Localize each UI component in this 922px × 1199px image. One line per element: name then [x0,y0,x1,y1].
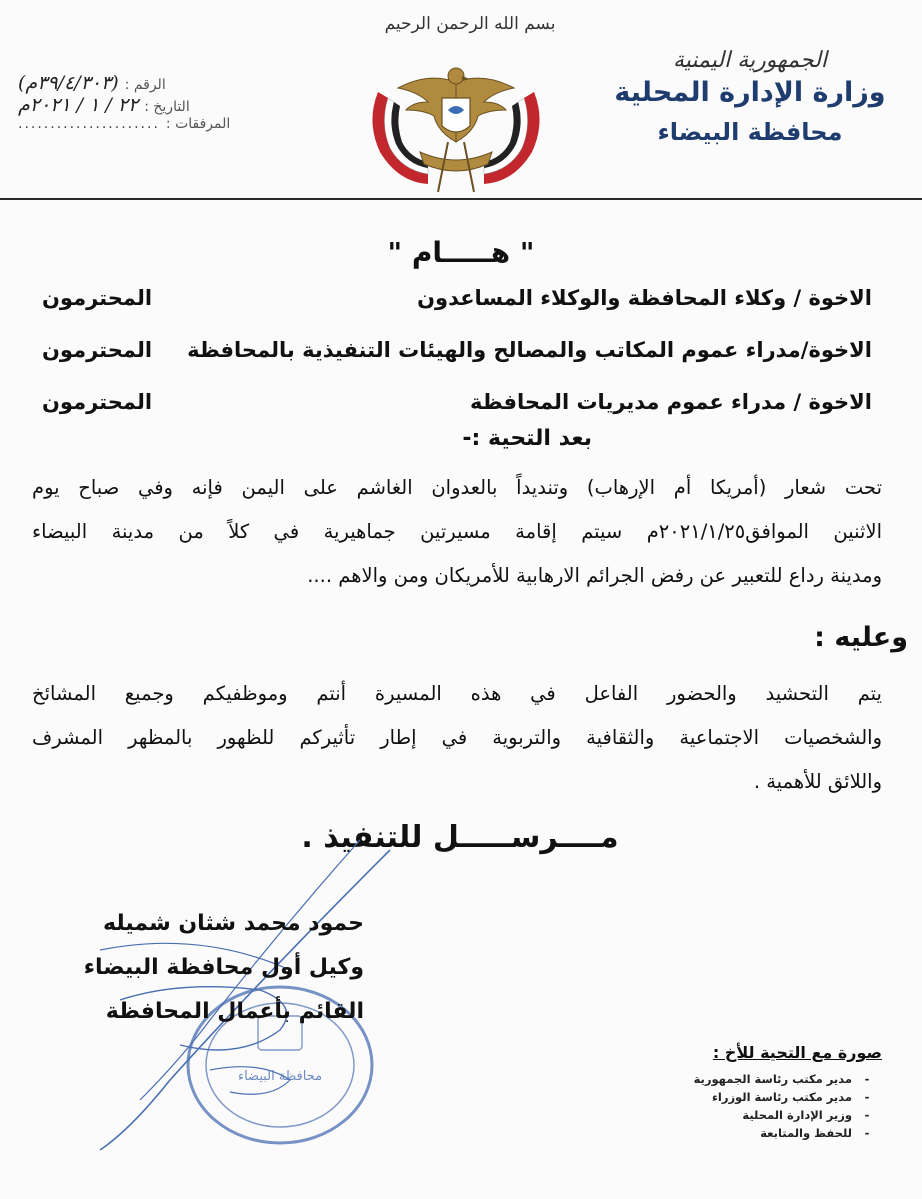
paragraph-line: ومدينة رداع للتعبير عن رفض الجرائم الارهابية للأمريكان ومن والاهم .... [307,564,882,587]
signatory-title: وكيل أول محافظة البيضاء [83,955,364,980]
reference-number-value: (٣٩/٤/٣٠٣م) [18,72,119,94]
addressee-honorific: المحترمون [42,286,153,310]
province-name: محافظة البيضاء [657,118,843,146]
date-value: ٢٢ / ١ / ٢٠٢١م [18,94,139,116]
paragraph-line: واللائق للأهمية . [753,770,882,793]
copy-recipient: -مدير مكتب رئاسة الوزراء [712,1090,870,1104]
signature-block [24,902,364,1034]
ministry-name: وزارة الإدارة المحلية [614,77,886,108]
addressee-row [42,286,872,310]
therefore-heading: وعليه : [814,622,908,653]
addressee-text: الاخوة / وكلاء المحافظة والوكلاء المساعدون [417,286,872,310]
signatory-name: حمود محمد شثان شميله [103,911,364,936]
copy-recipient: -وزير الإدارة المحلية [742,1108,870,1122]
date-row [18,94,280,116]
addressee-text: الاخوة / مدراء عموم مديريات المحافظة [470,390,872,414]
reference-block [18,72,280,138]
stamp-text: محافظة البيضاء [237,1069,323,1084]
addressee-row [42,338,872,362]
republic-name: الجمهورية اليمنية [672,48,828,73]
paragraph-line: الاثنين الموافق٢٠٢١/١/٢٥م سيتم إقامة مسيرتين جماهيرية في كلاً من مدينة البيضاء [32,520,882,543]
paragraph-line: يتم التحشيد والحضور الفاعل في هذه المسيرة أنتم وموظفيكم وجميع المشائخ [32,682,882,705]
yemen-emblem-icon [358,52,554,198]
attachments-label: المرفقات : [165,116,231,132]
government-header [600,48,900,146]
paragraph-instructions [32,672,882,804]
important-heading: " هـــــام " [387,236,535,269]
copies-title: صورة مع التحية للأخ : [712,1043,882,1062]
paragraph-announcement [32,466,882,598]
copy-recipient: -للحفظ والمتابعة [760,1126,870,1140]
paragraph-line: تحت شعار (أمريكا أم الإرهاب) وتنديداً بالعدوان الغاشم على اليمن فإنه وفي صباح يوم [32,476,882,499]
addressee-text: الاخوة/مدراء عموم المكاتب والمصالح والهيئات التنفيذية بالمحافظة [187,338,872,362]
attachments-row [18,116,280,138]
addressee-honorific: المحترمون [42,390,153,414]
signatory-role: القائم بأعمال المحافظة [105,999,364,1024]
addressee-honorific: المحترمون [42,338,153,362]
sent-for-execution: مــــرســـــل للتنفيذ . [301,820,619,855]
paragraph-line: والشخصيات الاجتماعية والثقافية والتربوية في إطار تأثيركم للظهور بالمظهر المشرف [32,726,882,749]
copy-recipient: -مدير مكتب رئاسة الجمهورية [693,1072,870,1086]
attachments-value: ...................... [18,116,160,132]
date-label: التاريخ : [144,99,190,115]
header-divider [0,198,922,200]
greeting: بعد التحية :- [462,426,592,451]
basmala: بسم الله الرحمن الرحيم [384,14,556,34]
reference-number-row [18,72,280,94]
copies-block [652,1043,882,1142]
addressee-row [42,390,872,414]
reference-number-label: الرقم : [124,77,166,93]
